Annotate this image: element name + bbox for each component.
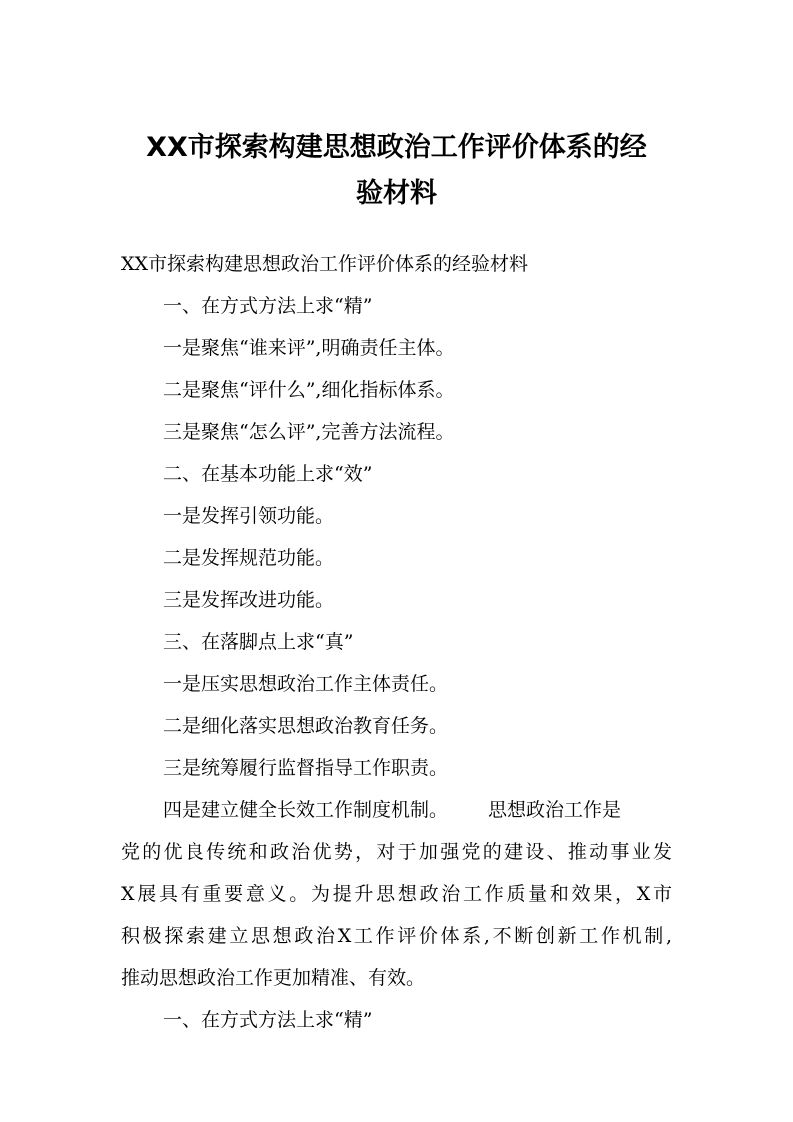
section3-item-1: 一是压实思想政治工作主体责任。 (163, 673, 449, 695)
section1-item-2: 二是聚焦“评什么”,细化指标体系。 (163, 379, 455, 401)
section3-item-2: 二是细化落实思想政治教育任务。 (163, 715, 449, 737)
paragraph-line-2: 党的优良传统和政治优势，对于加强党的建设、推动事业发 (121, 841, 672, 863)
paragraph-line-5: 推动思想政治工作更加精准、有效。 (121, 967, 426, 989)
repeat-section-heading: 一、在方式方法上求“精” (163, 1009, 373, 1031)
paragraph-line-1 (163, 796, 621, 824)
document-title-line2: 验材料 (356, 178, 437, 209)
paragraph-lead: 四是建立健全长效工作制度机制。 (163, 799, 449, 821)
section2-heading: 二、在基本功能上求“效” (163, 463, 373, 485)
paragraph-line1-tail: 思想政治工作是 (488, 799, 622, 821)
section2-item-1: 一是发挥引领功能。 (163, 505, 335, 527)
section1-item-3: 三是聚焦“怎么评”,完善方法流程。 (163, 421, 455, 443)
section2-item-3: 三是发挥改进功能。 (163, 589, 335, 611)
document-title-line1: XX市探索构建思想政治工作评价体系的经 (146, 132, 647, 163)
document-subtitle: XX市探索构建思想政治工作评价体系的经验材料 (121, 253, 529, 275)
section2-item-2: 二是发挥规范功能。 (163, 547, 335, 569)
paragraph-line-3: X展具有重要意义。为提升思想政治工作质量和效果，X市 (121, 883, 672, 905)
section1-heading: 一、在方式方法上求“精” (163, 295, 373, 317)
section1-item-1: 一是聚焦“谁来评”,明确责任主体。 (163, 337, 455, 359)
paragraph-line-4: 积极探索建立思想政治X工作评价体系,不断创新工作机制, (121, 925, 672, 947)
section3-item-3: 三是统筹履行监督指导工作职责。 (163, 757, 449, 779)
section3-heading: 三、在落脚点上求“真” (163, 631, 354, 653)
